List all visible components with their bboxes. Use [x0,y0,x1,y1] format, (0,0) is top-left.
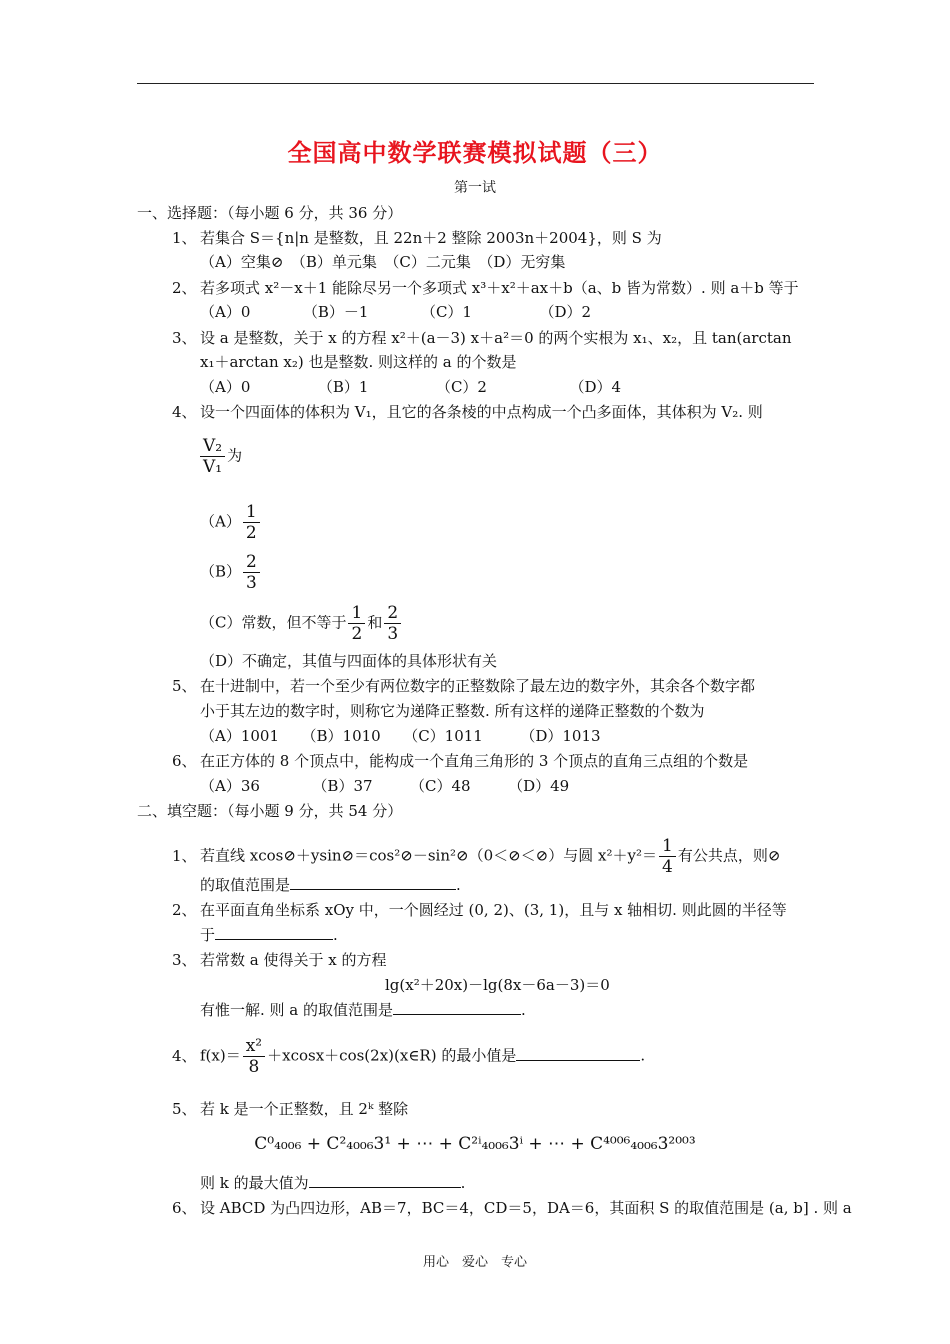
s2-q1-stem-cont: 的取值范围是 . [200,876,461,894]
section1-header: 一、选择题：（每小题 6 分，共 36 分） [137,204,403,222]
s1-q4-option-d: （D）不确定，其值与四面体的具体形状有关 [200,652,498,670]
s1-q3-stem-cont: x₁＋arctan x₂) 也是整数. 则这样的 a 的个数是 [200,353,517,371]
s2-q2-stem: 2、 在平面直角坐标系 xOy 中，一个圆经过 (0, 2)、(3, 1)，且与 x 轴相切. 则此圆的半径等 [172,901,787,919]
s1-q1-stem: 1、 若集合 S＝{n|n 是整数，且 22n＋2 整除 2003n＋2004}，则 S 为 [172,229,662,247]
s1-q6-options: （A）36 （B）37 （C）48 （D）49 [200,777,570,795]
s2-q3-equation: lg(x²＋20x)－lg(8x－6a－3)＝0 [385,976,610,994]
s1-q1-options: （A）空集⊘ （B）单元集 （C）二元集 （D）无穷集 [200,253,566,271]
page-title: 全国高中数学联赛模拟试题（三） [287,138,663,167]
s2-q5-equation: C⁰₄₀₀₆ + C²₄₀₀₆3¹ + ⋯ + C²ⁱ₄₀₀₆3ⁱ + ⋯ + C⁴⁰⁰⁶₄₀₀₆3²⁰⁰³ [254,1134,696,1154]
s1-q5-options: （A）1001 （B）1010 （C）1011 （D）1013 [200,727,601,745]
s1-q5-stem-cont: 小于其左边的数字时，则称它为递降正整数. 所有这样的递降正整数的个数为 [200,702,705,720]
s1-q6-stem: 6、 在正方体的 8 个顶点中，能构成一个直角三角形的 3 个顶点的直角三点组的个数是 [172,752,749,770]
s2-q2-stem-cont: 于 . [200,926,338,944]
header-rule [137,83,814,84]
s1-q5-stem: 5、 在十进制中，若一个至少有两位数字的正整数除了最左边的数字外，其余各个数字都 [172,677,756,695]
s1-q4-ratio: $\frac{\text{V₂}}{\text{V₁}}$ 为 [198,436,242,477]
s2-q5-stem-cont: 则 k 的最大值为 . [200,1174,466,1192]
s2-q1-stem: 1、 若直线 xcos⊘＋ysin⊘＝cos²⊘－sin²⊘（0＜⊘＜⊘）与圆 x²＋y²＝ $\frac{1}{4}$ 有公共点，则⊘ [172,836,781,877]
answer-blank[interactable] [215,925,333,940]
s1-q2-options: （A）0 （B）－1 （C）1 （D）2 [200,303,592,321]
s2-q5-stem: 5、 若 k 是一个正整数，且 2ᵏ 整除 [172,1100,409,1118]
fraction-x2-over-8: $\frac{\text{x²}}{8}$ [243,1036,265,1077]
s2-q4-stem: 4、 f(x)＝ $\frac{\text{x²}}{8}$ ＋xcosx＋cos(2x)(x∈R) 的最小值是 . [172,1036,646,1077]
fraction-v2-v1: $\frac{\text{V₂}}{\text{V₁}}$ [200,436,225,477]
answer-blank[interactable] [290,875,456,890]
s1-q2-stem: 2、 若多项式 x²－x＋1 能除尽另一个多项式 x³＋x²＋ax＋b（a、b 皆为常数）. 则 a＋b 等于 [172,279,799,297]
section2-header: 二、填空题：（每小题 9 分，共 54 分） [137,802,403,820]
s1-q3-stem: 3、 设 a 是整数，关于 x 的方程 x²＋(a－3) x＋a²＝0 的两个实根为 x₁、x₂，且 tan(arctan [172,329,792,347]
s1-q4-option-b: （B） $\frac{2}{3}$ [200,552,262,593]
s2-q3-stem: 3、 若常数 a 使得关于 x 的方程 [172,951,387,969]
page-footer: 用心 爱心 专心 [422,1255,527,1270]
s2-q3-stem-cont: 有惟一解. 则 a 的取值范围是 . [200,1001,526,1019]
answer-blank[interactable] [393,1000,521,1015]
s1-q4-option-a: （A） $\frac{1}{2}$ [200,502,262,543]
fraction-two-thirds: $\frac{2}{3}$ [243,552,260,593]
s1-q3-options: （A）0 （B）1 （C）2 （D）4 [200,378,622,396]
page-subtitle: 第一试 [454,180,496,196]
s1-q4-option-c: （C）常数，但不等于 $\frac{1}{2}$ 和 $\frac{2}{3}$ [200,603,403,644]
s1-q4-stem: 4、 设一个四面体的体积为 V₁，且它的各条棱的中点构成一个凸多面体，其体积为 V₂. 则 [172,403,763,421]
answer-blank[interactable] [309,1173,461,1188]
fraction-one-half: $\frac{1}{2}$ [243,502,260,543]
answer-blank[interactable] [516,1046,640,1061]
fraction-one-quarter: $\frac{1}{4}$ [659,836,676,877]
s2-q6-stem: 6、 设 ABCD 为凸四边形，AB＝7，BC＝4，CD＝5，DA＝6，其面积 S 的取值范围是 (a, b] . 则 a [172,1199,852,1217]
